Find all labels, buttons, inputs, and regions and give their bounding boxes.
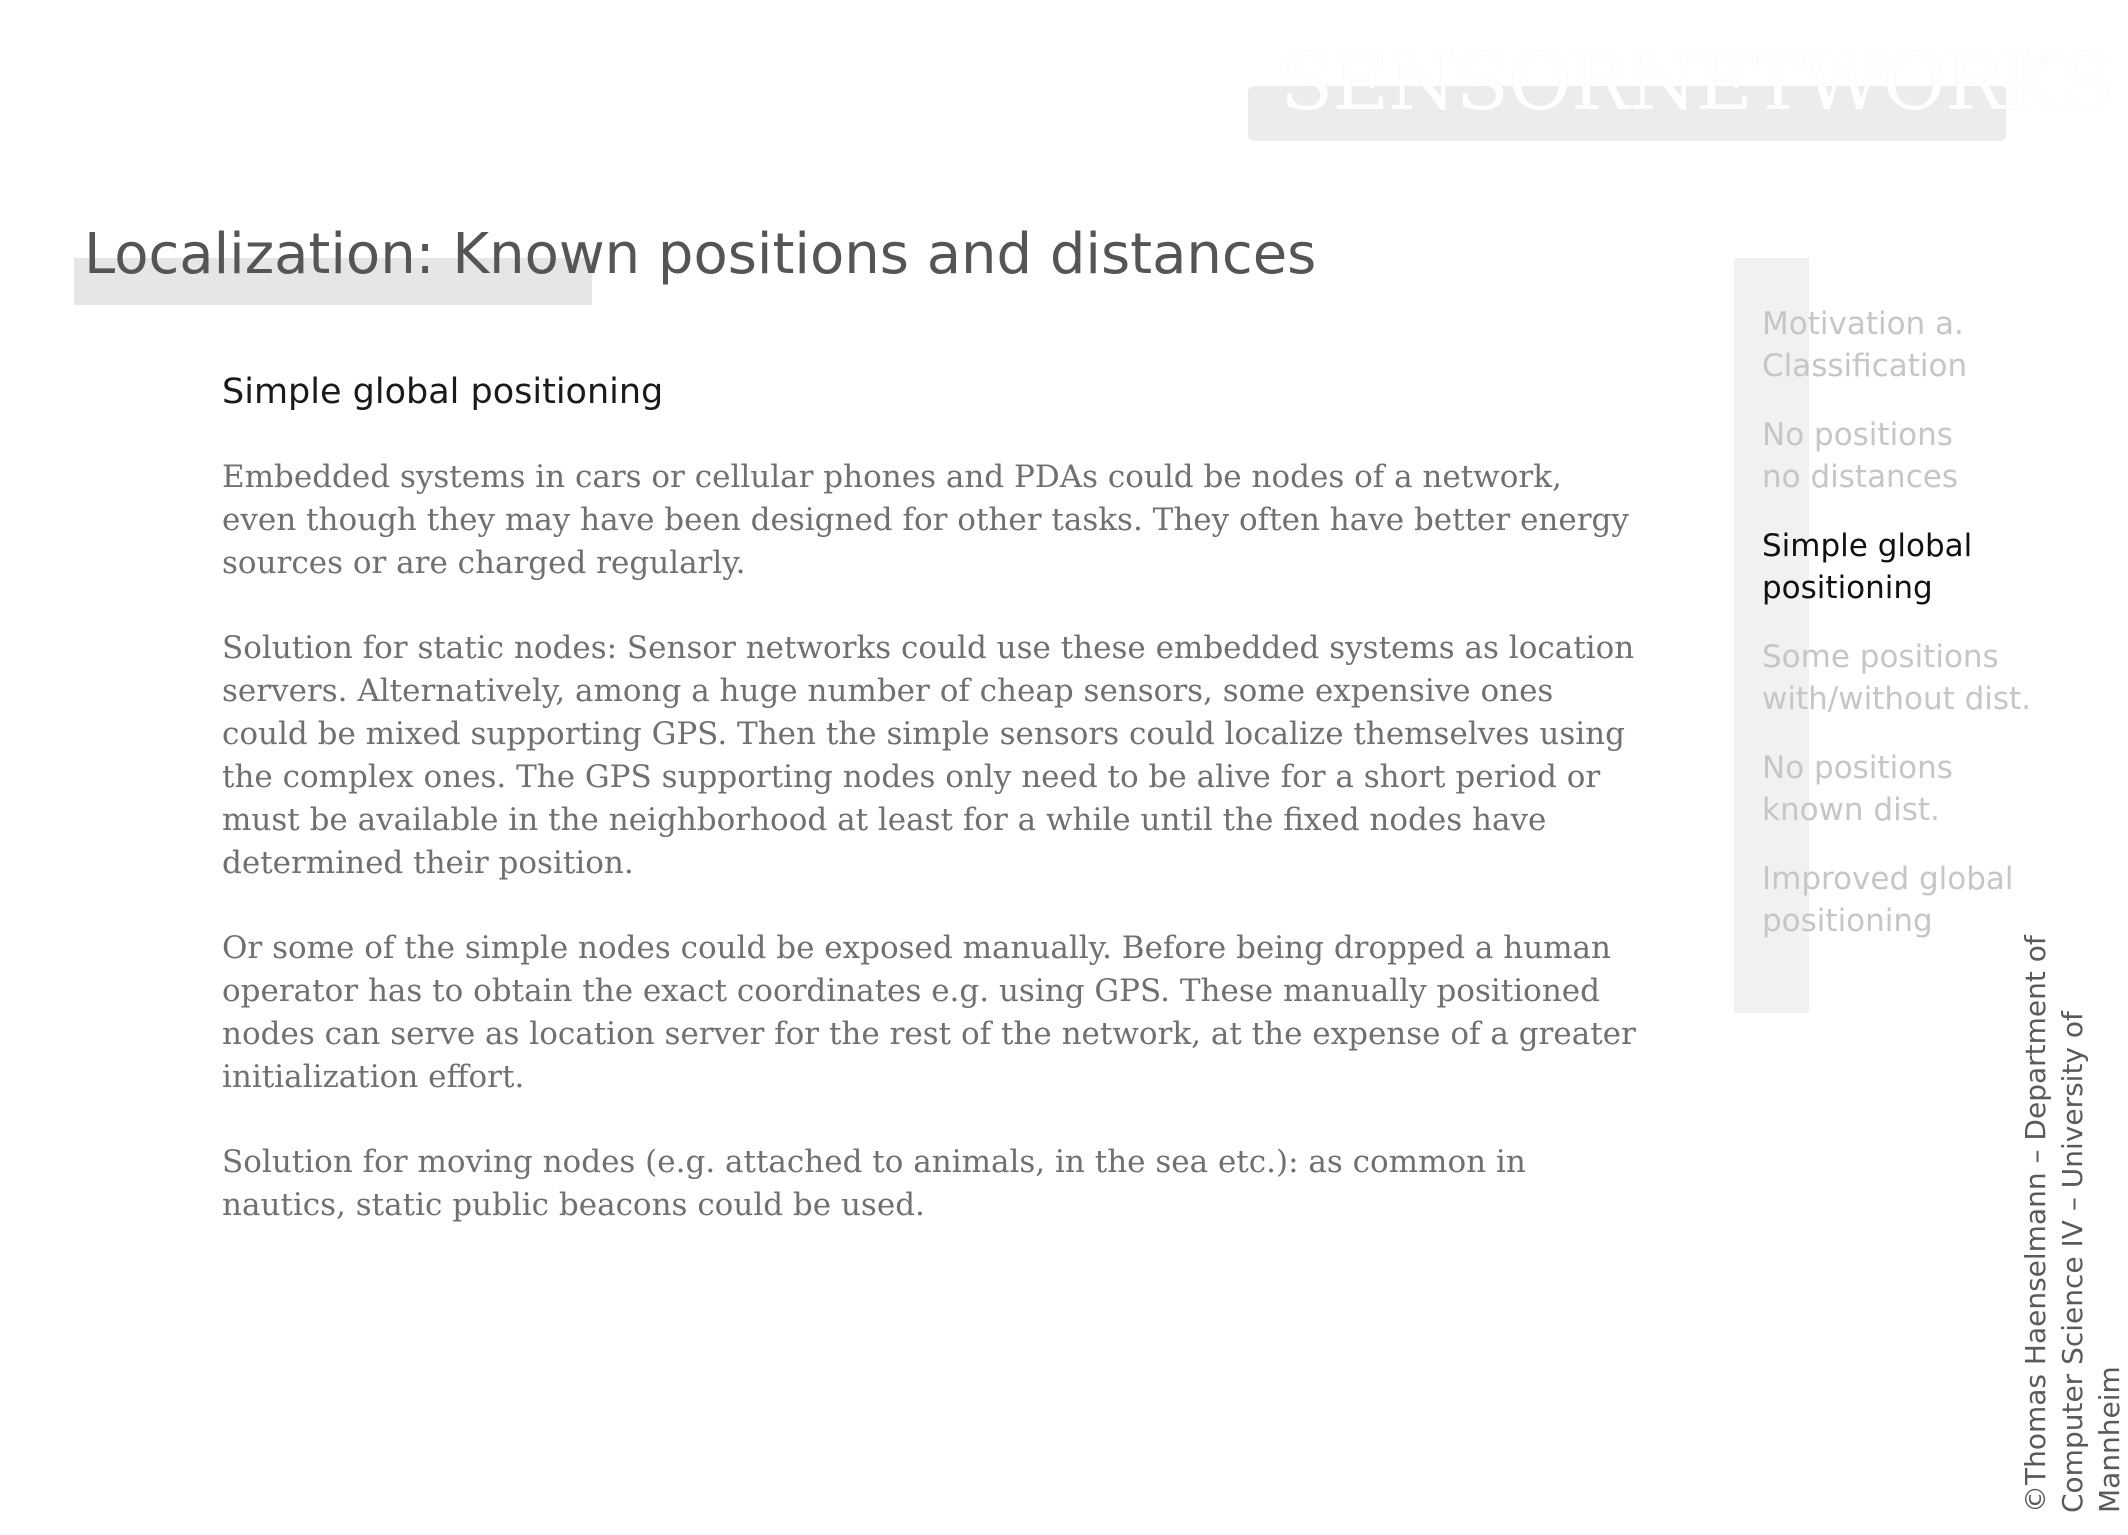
page-title: Localization: Known positions and distances xyxy=(84,222,1317,287)
paragraph-static-nodes: Solution for static nodes: Sensor networks could use these embedded systems as location servers. Alternatively, among a huge number of cheap sensors, some expensive ones could be mixed supporting GPS. Then the simple sensors could localize themselves using the complex ones. The GPS supporting nodes only need to be alive for a short period or must be available in the neighborhood at least for a while until the fixed nodes have determined their position. xyxy=(222,630,1635,881)
nav-item-improved-global-positioning[interactable]: Improved global positioning xyxy=(1762,861,2014,939)
nav-item-no-positions-known-distances[interactable]: No positions known dist. xyxy=(1762,750,1953,828)
nav-item-no-positions-no-distances[interactable]: No positions no distances xyxy=(1762,417,1958,495)
brand-logo-text: SENSORNETWORKS xyxy=(1280,38,2113,128)
paragraph-embedded-systems: Embedded systems in cars or cellular phones and PDAs could be nodes of a network, even though they may have been designed for other tasks. They often have better energy sources or are charged regularly. xyxy=(222,459,1629,581)
nav-item-motivation[interactable]: Motivation a. Classification xyxy=(1762,306,1968,384)
nav-item-some-positions[interactable]: Some positions with/without dist. xyxy=(1762,639,2032,717)
copyright-notice: ©Thomas Haenselmann – Department of Computer Science IV – University of Mannheim xyxy=(2019,935,2126,1513)
side-navigation xyxy=(1762,303,2042,969)
main-content xyxy=(222,368,1642,1269)
section-heading: Simple global positioning xyxy=(222,372,664,412)
nav-item-simple-global-positioning[interactable]: Simple global positioning xyxy=(1762,528,1973,606)
paragraph-moving-nodes: Solution for moving nodes (e.g. attached to animals, in the sea etc.): as common in nautics, static public beacons could be used. xyxy=(222,1144,1526,1223)
paragraph-manual-exposure: Or some of the simple nodes could be exposed manually. Before being dropped a human operator has to obtain the exact coordinates e.g. using GPS. These manually positioned nodes can serve as location server for the rest of the network, at the expense of a greater initialization effort. xyxy=(222,930,1636,1095)
